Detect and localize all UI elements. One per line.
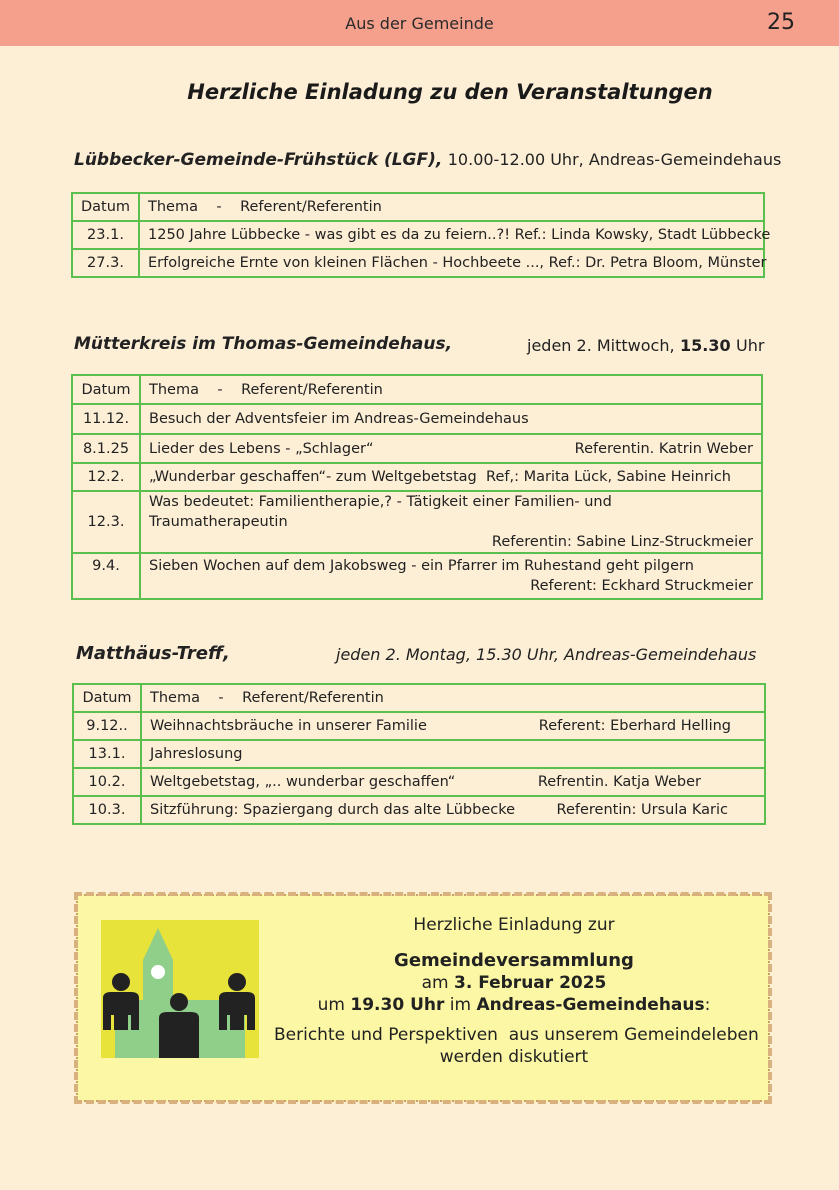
invitation-line1: Herzliche Einladung zur — [413, 915, 615, 935]
matthaeus-title: Matthäus-Treff, — [76, 643, 230, 664]
table-header-row — [72, 193, 764, 221]
row-referent: Referent: Eckhard Struckmeier — [530, 578, 753, 594]
table-header-row — [72, 375, 762, 404]
matthaeus-heading — [76, 643, 230, 664]
table-row — [72, 249, 764, 277]
header-topic: Thema - Referent/Referentin — [141, 684, 765, 712]
header-date: Datum — [72, 375, 140, 404]
row-referent: Referent: Eberhard Helling — [538, 718, 731, 734]
invitation-date: 3. Februar 2025 — [453, 973, 607, 993]
table-row — [73, 768, 765, 796]
matthaeus-table — [72, 683, 766, 825]
row-topic: Besuch der Adventsfeier im Andreas-Gemeindehaus — [140, 404, 762, 434]
invitation-date-line — [274, 972, 754, 994]
invitation-place: Andreas-Gemeindehaus — [476, 995, 705, 1015]
page-title: Herzliche Einladung zu den Veranstaltungen — [187, 80, 713, 104]
page-header — [0, 0, 839, 46]
table-row — [73, 740, 765, 768]
invitation-text — [274, 914, 759, 1068]
lgf-table — [71, 192, 771, 278]
row-topic-cell — [140, 491, 762, 553]
muetter-time: 15.30 — [679, 336, 731, 355]
muetter-heading — [74, 334, 452, 354]
row-referent: Refrentin. Katja Weber — [537, 774, 701, 790]
row-referent: Referentin. Katrin Weber — [574, 440, 753, 457]
row-date: 8.1.25 — [72, 434, 140, 463]
time-prefix: um — [317, 995, 345, 1015]
lgf-details: 10.00-12.00 Uhr, Andreas-Gemeindehaus — [447, 150, 782, 169]
row-topic: Weltgebetstag, „.. wunderbar geschaffen“ — [150, 774, 456, 790]
place-prefix: im — [449, 995, 472, 1015]
row-topic: Lieder des Lebens - „Schlager“ — [149, 440, 374, 457]
congregation-icon — [101, 920, 259, 1058]
row-topic: Weihnachtsbräuche in unserer Familie — [150, 718, 427, 734]
section-title: Aus der Gemeinde — [345, 14, 494, 33]
date-prefix: am — [421, 973, 449, 993]
row-topic: Erfolgreiche Ernte von kleinen Flächen - Hochbeete ..., Ref.: Dr. Petra Bloom, Münster — [139, 249, 764, 277]
table-row — [73, 796, 765, 824]
table-row — [72, 463, 762, 491]
row-topic-cell — [141, 796, 765, 824]
row-topic-cell — [140, 434, 762, 463]
row-date: 12.3. — [72, 491, 140, 553]
row-topic-cell — [140, 553, 762, 599]
invitation-time: 19.30 Uhr — [350, 995, 445, 1015]
place-suffix: : — [704, 995, 711, 1015]
row-date: 13.1. — [73, 740, 141, 768]
matthaeus-schedule — [336, 645, 756, 665]
muetter-table — [71, 374, 763, 600]
row-date: 9.4. — [72, 553, 140, 599]
table-row — [72, 553, 762, 599]
header-date: Datum — [73, 684, 141, 712]
table-row — [72, 221, 764, 249]
row-topic: Was bedeutet: Familientherapie,? - Tätigkeit einer Familien- und Traumatherapeutin — [149, 494, 612, 530]
invitation-box — [74, 892, 772, 1104]
row-topic: Sieben Wochen auf dem Jakobsweg - ein Pfarrer im Ruhestand geht pilgern — [149, 558, 694, 574]
lgf-title: Lübbecker-Gemeinde-Frühstück (LGF), — [74, 150, 443, 170]
header-topic: Thema - Referent/Referentin — [140, 375, 762, 404]
row-topic-cell — [140, 463, 762, 491]
table-row — [72, 491, 762, 553]
row-date: 27.3. — [72, 249, 139, 277]
row-date: 10.2. — [73, 768, 141, 796]
muetter-unit: Uhr — [735, 336, 765, 355]
invitation-time-line — [274, 994, 754, 1016]
row-date: 9.12.. — [73, 712, 141, 740]
row-date: 10.3. — [73, 796, 141, 824]
row-topic-cell — [141, 712, 765, 740]
page-number: 25 — [767, 10, 795, 35]
muetter-when: jeden 2. Mittwoch, — [527, 336, 675, 355]
row-date: 11.12. — [72, 404, 140, 434]
muetter-schedule — [527, 336, 764, 356]
row-referent: Referentin: Ursula Karic — [556, 802, 728, 818]
row-topic-cell — [141, 768, 765, 796]
invitation-desc2: werden diskutiert — [439, 1047, 589, 1067]
invitation-desc1: Berichte und Perspektiven aus unserem Gemeindeleben — [274, 1025, 759, 1045]
invitation-event: Gemeindeversammlung — [394, 950, 634, 971]
table-row — [72, 404, 762, 434]
row-topic: Jahreslosung — [141, 740, 765, 768]
header-date: Datum — [72, 193, 139, 221]
row-topic: Sitzführung: Spaziergang durch das alte Lübbecke — [150, 802, 516, 818]
matthaeus-details: jeden 2. Montag, 15.30 Uhr, Andreas-Gemeindehaus — [336, 645, 757, 664]
table-header-row — [73, 684, 765, 712]
table-row — [73, 712, 765, 740]
row-date: 12.2. — [72, 463, 140, 491]
row-referent: Referentin: Sabine Linz-Struckmeier — [491, 534, 753, 550]
row-topic: 1250 Jahre Lübbecke - was gibt es da zu feiern..?! Ref.: Linda Kowsky, Stadt Lübbecke — [139, 221, 764, 249]
muetter-title: Mütterkreis im Thomas-Gemeindehaus, — [74, 334, 453, 354]
row-referent: Ref,: Marita Lück, Sabine Heinrich — [486, 469, 731, 485]
row-date: 23.1. — [72, 221, 139, 249]
header-topic: Thema - Referent/Referentin — [139, 193, 764, 221]
row-topic: „Wunderbar geschaffen“- zum Weltgebetstag — [149, 469, 477, 485]
table-row — [72, 434, 762, 463]
lgf-heading — [74, 150, 781, 170]
